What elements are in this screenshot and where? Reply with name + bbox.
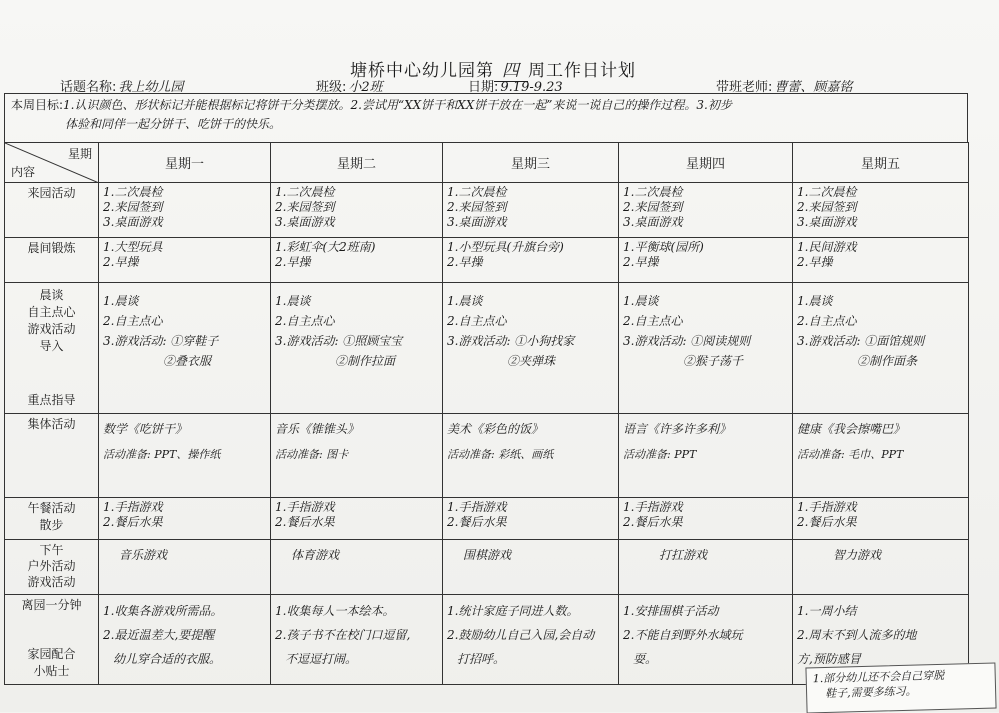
cell-exercise-thu [619,238,793,283]
cell-line: ②猴子荡千 [683,354,744,368]
cell-line: 1.收集各游戏所需品。 [103,604,223,618]
cell-line: ②制作面条 [857,354,918,368]
row-label-text: 游戏活动 [27,322,76,336]
cell-line: 活动准备: PPT [623,448,697,461]
cell-line: 1.民间游戏 [797,240,857,254]
cell-line: 美术《彩色的饭》 [447,422,544,436]
cell-line: 3.桌面游戏 [797,215,857,229]
day-header-thu: 星期四 [619,143,793,183]
row-label-text: 户外活动 [27,559,76,573]
cell-line: 智力游戏 [833,548,882,562]
topic-label: 话题名称: [60,80,117,95]
cell-line: 语言《许多许多利》 [623,422,732,436]
cell-line: 1.晨谈 [797,294,833,308]
cell-exercise-wed [443,238,619,283]
cell-line: 活动准备: 毛巾、PPT [797,448,904,461]
cell-arrival-thu [619,183,793,238]
row-label-text: 晨谈 [39,288,64,302]
cell-group-fri [793,414,969,498]
cell-line: 3.游戏活动: ①照顾宝宝 [275,334,403,348]
table-row [5,498,969,540]
date-label: 日期: [468,80,499,95]
row-label-group [5,414,99,498]
cell-line: 打扛游戏 [659,548,708,562]
cell-line: 1.二次晨检 [103,185,163,199]
table-header-row [5,143,969,183]
corner-cell [5,143,99,183]
cell-line: 方,预防感冒 [797,652,861,666]
cell-lunch-fri [793,498,969,540]
topic-value: 我上幼儿园 [118,80,184,95]
cell-line: 2.孩子书不在校门口逗留, [275,628,411,642]
cell-line: 1.二次晨检 [623,185,683,199]
cell-line: 1.彩虹伞(大2班南) [275,240,376,254]
corner-week-label: 星期 [67,147,92,161]
cell-line: 2.自主点心 [623,314,683,328]
row-label-exercise [5,238,99,283]
cell-lunch-wed [443,498,619,540]
cell-morning-thu [619,283,793,414]
cell-line: 2.最近温差大,要提醒 [103,628,215,642]
cell-group-thu [619,414,793,498]
row-label-text: 午餐活动 [27,501,76,515]
cell-line: 3.桌面游戏 [447,215,507,229]
cell-line: 2.来园签到 [447,200,507,214]
cell-line: 2.自主点心 [103,314,163,328]
table-row [5,183,969,238]
cell-line: 1.二次晨检 [797,185,857,199]
cell-line: 1.大型玩具 [103,240,163,254]
cell-line: 1.统计家庭子同进人数。 [447,604,579,618]
cell-line: 健康《我会擦嘴巴》 [797,422,906,436]
cell-line: ②制作拉面 [335,354,396,368]
day-header-tue: 星期二 [271,143,443,183]
cell-lunch-thu [619,498,793,540]
cell-line: 3.桌面游戏 [623,215,683,229]
cell-lunch-mon [99,498,271,540]
cell-line: 1.手指游戏 [623,500,683,514]
cell-line: 2.来园签到 [623,200,683,214]
cell-line: 2.来园签到 [275,200,335,214]
cell-line: 2.来园签到 [103,200,163,214]
cell-group-tue [271,414,443,498]
cell-line: 打招呼。 [457,652,506,666]
sticky-note-line-2: 鞋子,需要多练习。 [824,684,917,700]
cell-group-wed [443,414,619,498]
cell-line: 2.自主点心 [275,314,335,328]
cell-line: 音乐游戏 [119,548,168,562]
cell-line: 1.晨谈 [623,294,659,308]
cell-line: 1.收集每人一本绘本。 [275,604,395,618]
cell-line: 2.鼓励幼儿自己入园,会自动 [447,628,595,642]
cell-exercise-tue [271,238,443,283]
row-label-lunch [5,498,99,540]
row-label-text: 散步 [39,518,64,532]
row-label-morning [5,283,99,414]
day-header-fri: 星期五 [793,143,969,183]
cell-group-mon [99,414,271,498]
cell-line: 3.桌面游戏 [103,215,163,229]
row-label-text: 来园活动 [27,186,76,200]
table-row [5,540,969,595]
cell-line: 体育游戏 [291,548,340,562]
cell-line: ②夹弹珠 [507,354,556,368]
cell-line: 活动准备: 彩纸、画纸 [447,448,554,461]
cell-line: 活动准备: 图卡 [275,448,349,461]
cell-line: 幼儿穿合适的衣服。 [113,652,222,666]
cell-line: 1.手指游戏 [447,500,507,514]
row-label-text: 导入 [39,339,64,353]
cell-afternoon-tue [271,540,443,595]
class-value: 小2班 [348,80,383,95]
cell-line: 2.餐后水果 [797,515,857,529]
cell-lunch-tue [271,498,443,540]
cell-line: 2.餐后水果 [447,515,507,529]
cell-line: 2.来园签到 [797,200,857,214]
title-suffix: 周工作日计划 [528,61,636,81]
day-header-wed: 星期三 [443,143,619,183]
cell-leaving-thu [619,595,793,685]
cell-morning-mon [99,283,271,414]
cell-leaving-wed [443,595,619,685]
cell-line: 1.晨谈 [275,294,311,308]
cell-line: 3.游戏活动: ①小狗找家 [447,334,575,348]
cell-afternoon-fri [793,540,969,595]
cell-exercise-fri [793,238,969,283]
cell-line: 2.自主点心 [447,314,507,328]
teacher-value: 曹蕾、顾嘉铭 [774,80,853,95]
row-label-text: 集体活动 [27,417,76,431]
cell-arrival-wed [443,183,619,238]
row-label-text: 小贴士 [33,664,70,678]
table-row [5,238,969,283]
cell-line: 2.餐后水果 [623,515,683,529]
weekly-goals [4,93,968,143]
table-row [5,283,969,414]
cell-morning-fri [793,283,969,414]
date-value: 9.19-9.23 [500,80,563,95]
row-label-key-guidance: 重点指导 [27,393,76,407]
cell-line: 2.早操 [797,255,833,269]
goals-line-1: 1.认识颜色、形状标记并能根据标记将饼干分类摆放。2.尝试用“XX饼干和XX饼干放在一起”来说一说自己的操作过程。3.初步 [63,98,732,112]
week-number: 四 [494,56,528,82]
row-label-text: 家园配合 [27,647,76,661]
cell-exercise-mon [99,238,271,283]
cell-line: 耍。 [633,652,658,666]
cell-line: 数学《吃饼干》 [103,422,188,436]
cell-line: 不逗逗打闹。 [285,652,358,666]
row-label-afternoon [5,540,99,595]
cell-line: 3.游戏活动: ①面馆规则 [797,334,925,348]
cell-line: 2.早操 [103,255,139,269]
cell-line: 1.平衡球(园所) [623,240,704,254]
goals-label: 本周目标: [11,98,64,112]
cell-line: 1.二次晨检 [275,185,335,199]
cell-line: 1.手指游戏 [103,500,163,514]
cell-afternoon-mon [99,540,271,595]
cell-line: 2.早操 [623,255,659,269]
cell-line: 活动准备: PPT、操作纸 [103,448,221,461]
cell-line: 3.游戏活动: ①阅读规则 [623,334,751,348]
cell-line: 1.晨谈 [103,294,139,308]
cell-line: 2.餐后水果 [275,515,335,529]
cell-afternoon-thu [619,540,793,595]
cell-line: 3.桌面游戏 [275,215,335,229]
row-label-arrival [5,183,99,238]
row-label-text: 晨间锻炼 [27,241,76,255]
cell-line: 1.手指游戏 [275,500,335,514]
cell-line: 1.晨谈 [447,294,483,308]
cell-line: 音乐《锥锥头》 [275,422,360,436]
row-label-text: 下午 [39,543,64,557]
cell-line: 1.一周小结 [797,604,857,618]
cell-line: 2.周末不到人流多的地 [797,628,917,642]
cell-arrival-mon [99,183,271,238]
sticky-note [805,663,996,713]
cell-line: 2.早操 [447,255,483,269]
class-label: 班级: [316,80,347,95]
row-label-text: 自主点心 [27,305,76,319]
cell-line: ②叠衣服 [163,354,212,368]
teacher-label: 带班老师: [716,80,773,95]
cell-line: 2.自主点心 [797,314,857,328]
cell-line: 3.游戏活动: ①穿鞋子 [103,334,219,348]
cell-morning-tue [271,283,443,414]
schedule-table [4,142,969,685]
cell-leaving-mon [99,595,271,685]
cell-line: 1.小型玩具(升旗台旁) [447,240,564,254]
cell-morning-wed [443,283,619,414]
table-row [5,414,969,498]
cell-arrival-tue [271,183,443,238]
row-label-leaving [5,595,99,685]
row-label-text: 离园一分钟 [21,598,82,612]
corner-content-label: 内容 [11,165,36,179]
title-prefix: 塘桥中心幼儿园第 [350,61,494,81]
cell-line: 2.餐后水果 [103,515,163,529]
cell-leaving-tue [271,595,443,685]
cell-line: 1.手指游戏 [797,500,857,514]
goals-line-2: 体验和同伴一起分饼干、吃饼干的快乐。 [65,117,282,131]
day-header-mon: 星期一 [99,143,271,183]
cell-afternoon-wed [443,540,619,595]
cell-arrival-fri [793,183,969,238]
cell-line: 2.早操 [275,255,311,269]
row-label-text: 游戏活动 [27,575,76,589]
cell-line: 1.二次晨检 [447,185,507,199]
cell-line: 围棋游戏 [463,548,512,562]
cell-line: 2.不能自到野外水域玩 [623,628,743,642]
cell-line: 1.安排围棋子活动 [623,604,719,618]
sticky-note-line-1: 1.部分幼儿还不会自己穿脱 [812,668,945,686]
